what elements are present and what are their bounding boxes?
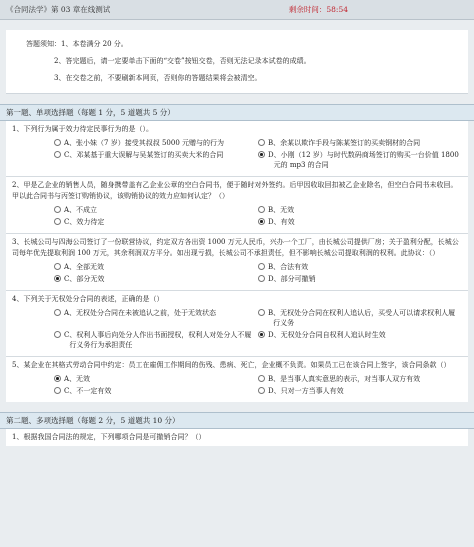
option-b[interactable]: B 、无效 bbox=[258, 205, 462, 215]
option-a[interactable]: A 、张小妹（7 岁）接受其叔叔 5000 元赠与的行为 bbox=[54, 138, 258, 148]
option-b[interactable]: B 、余某以欺诈手段与陈某签订的买卖钢材的合同 bbox=[258, 138, 462, 148]
radio-button[interactable] bbox=[54, 218, 61, 225]
radio-button[interactable] bbox=[258, 309, 265, 316]
radio-button-selected[interactable] bbox=[258, 331, 265, 338]
question-3 bbox=[6, 234, 468, 290]
option-c[interactable]: C 、邓某基于重大误解与吴某签订的买卖大米的合同 bbox=[54, 150, 258, 170]
radio-button[interactable] bbox=[54, 387, 61, 394]
radio-button-selected[interactable] bbox=[54, 275, 61, 282]
question-5 bbox=[6, 357, 468, 402]
radio-button[interactable] bbox=[258, 375, 265, 382]
option-c[interactable]: C 、权利人事后向处分人作出书面授权，权利人对处分人不履行义务行为承担责任 bbox=[54, 330, 258, 350]
instruction-line-2: 2、答完题后，请一定要单击下面的“交卷”按钮交卷，否则无法记录本试卷的成绩。 bbox=[54, 57, 311, 65]
question-6 bbox=[6, 429, 468, 446]
question-4 bbox=[6, 291, 468, 356]
option-b[interactable]: B 、无权处分合同在权利人追认后，买受人可以请求权利人履行义务 bbox=[258, 308, 462, 328]
option-c[interactable]: C 、效力待定 bbox=[54, 217, 258, 227]
radio-button[interactable] bbox=[54, 263, 61, 270]
option-d[interactable]: D 、小刚（12 岁）与时代数码商场签订的购买一台价值 1800 元的 mp3 的合同 bbox=[258, 150, 462, 170]
question-stem: 1、根据我国合同法的规定，下列哪项合同是可撤销合同？（） bbox=[12, 433, 206, 441]
option-d[interactable]: D 、部分可撤销 bbox=[258, 274, 462, 284]
exam-title: 《合同法学》第 03 章在线测试 bbox=[6, 5, 111, 14]
countdown-timer: 剩余时间：58:54 bbox=[288, 5, 348, 14]
option-d[interactable]: D 、有效 bbox=[258, 217, 462, 227]
section-multiple-choice-title: 第二题、多项选择题（每题 2 分，5 道题共 10 分） bbox=[0, 412, 474, 429]
radio-button[interactable] bbox=[258, 206, 265, 213]
question-2 bbox=[6, 177, 468, 233]
question-stem: 2、甲是乙企业的销售人员，随身携带盖有乙企业公章的空白合同书，便于随时对外签约。后甲因收取回扣被乙企业除名，但空白合同书未收回。甲以此合同书与丙签订购销协议，该购销协议的效力应如何认定？（） bbox=[12, 181, 458, 200]
radio-button[interactable] bbox=[258, 387, 265, 394]
instruction-line-1: 答题须知：1、本卷满分 20 分。 bbox=[26, 40, 128, 48]
option-a[interactable]: A 、不成立 bbox=[54, 205, 258, 215]
radio-button-selected[interactable] bbox=[258, 218, 265, 225]
radio-button[interactable] bbox=[54, 139, 61, 146]
section-single-choice-title: 第一题、单项选择题（每题 1 分，5 道题共 5 分） bbox=[0, 104, 474, 121]
exam-header bbox=[0, 0, 474, 20]
radio-button[interactable] bbox=[258, 275, 265, 282]
option-b[interactable]: B 、合法有效 bbox=[258, 262, 462, 272]
option-c[interactable]: C 、不一定有效 bbox=[54, 386, 258, 396]
radio-button[interactable] bbox=[258, 263, 265, 270]
radio-button[interactable] bbox=[54, 151, 61, 158]
option-d[interactable]: D 、无权处分合同自权利人追认时生效 bbox=[258, 330, 462, 350]
radio-button[interactable] bbox=[54, 206, 61, 213]
exam-instructions bbox=[6, 30, 468, 94]
option-d[interactable]: D 、只对一方当事人有效 bbox=[258, 386, 462, 396]
option-b[interactable]: B 、是当事人真实意思的表示，对当事人双方有效 bbox=[258, 374, 462, 384]
question-stem: 3、长城公司与四海公司签订了一份联营协议，约定双方各出资 1000 万元人民币，兴办一个工厂，由长城公司提供厂房；关于盈利分配，长城公司每年优先提取利润 100 万元，其余利润双方平分。如出现亏损，长城公司不承担责任，但不影响长城公司提取利润的权利。此协议：（） bbox=[12, 238, 459, 257]
radio-button[interactable] bbox=[54, 331, 61, 338]
option-c[interactable]: C 、部分无效 bbox=[54, 274, 258, 284]
radio-button[interactable] bbox=[258, 139, 265, 146]
option-a[interactable]: A 、全部无效 bbox=[54, 262, 258, 272]
instruction-line-3: 3、在交卷之前，不要刷新本网页，否则你的答题结果将会被清空。 bbox=[54, 74, 262, 82]
radio-button-selected[interactable] bbox=[258, 151, 265, 158]
radio-button-selected[interactable] bbox=[54, 375, 61, 382]
option-a[interactable]: A 、无效 bbox=[54, 374, 258, 384]
question-stem: 4、下列关于无权处分合同的表述，正确的是（） bbox=[12, 295, 164, 303]
radio-button[interactable] bbox=[54, 309, 61, 316]
option-a[interactable]: A 、无权处分合同在未被追认之前，处于无效状态 bbox=[54, 308, 258, 328]
question-stem: 5、某企业在其格式劳动合同中约定：员工在雇佣工作期间的伤残、患病、死亡，企业概不负责。如果员工已在该合同上签字，该合同条款（） bbox=[12, 361, 451, 369]
question-1 bbox=[6, 121, 468, 176]
question-stem: 1、下列行为属于效力待定民事行为的是（）。 bbox=[12, 125, 153, 133]
